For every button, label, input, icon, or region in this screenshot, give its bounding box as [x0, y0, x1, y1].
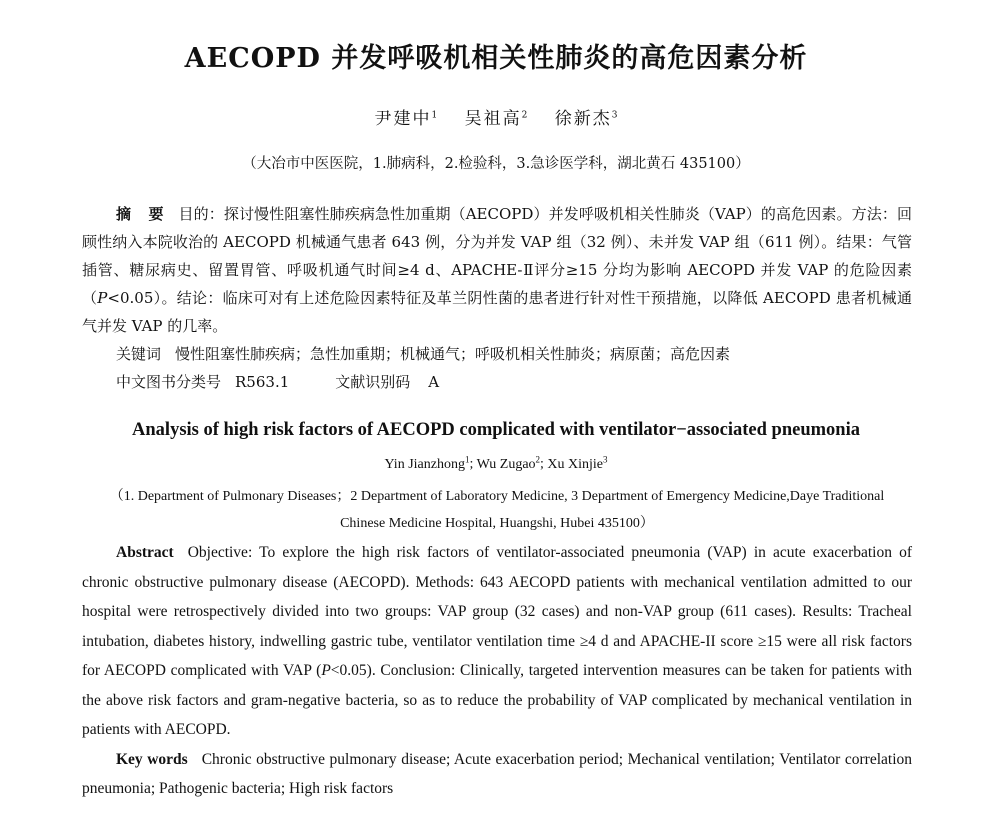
abstract-en-text-2: <0.05). Conclusion: Clinically, targeted intervention measures can be taken for patients with the above risk factors and gram-negative bacteria, so as to reduce the probability of VAP complicated by mechanical ventilation in patients with AECOPD. — [82, 662, 913, 738]
author-name: 尹建中 — [374, 109, 432, 129]
author-cn-2 — [465, 109, 528, 129]
abstract-cn-text-1: 目的：探讨慢性阻塞性肺疾病急性加重期（AECOPD）并发呼吸机相关性肺炎（VAP）的高危因素。方法：回顾性纳入本院收治的 AECOPD 机械通气患者 643 例，分为并发 VAP 组（32 例）、未并发 VAP 组（611 例）。结果：气管插管、糖尿病史、留置胃管、呼吸机通气时间≥4 d、APACHE-Ⅱ评分≥15 分均为影响 AECOPD 并发 VAP 的危险因素（ — [82, 205, 912, 307]
author-en-3 — [547, 454, 608, 472]
affiliation-cn: （大冶市中医医院，1.肺病科，2.检验科，3.急诊医学科，湖北黄石 435100） — [242, 156, 750, 172]
abstract-cn-section — [82, 200, 912, 396]
author-affil-sup: 2 — [521, 110, 528, 121]
author-affil-sup: 1 — [464, 454, 470, 464]
author-affil-sup: 3 — [603, 454, 608, 464]
clc-label: 中文图书分类号 — [116, 373, 222, 391]
paper-title-cn: AECOPD 并发呼吸机相关性肺炎的高危因素分析 — [184, 43, 808, 74]
author-list-cn — [0, 104, 992, 129]
affiliation-en-line-1: （1. Department of Pulmonary Diseases；2 Department of Laboratory Medicine, 3 Department of Emergency Medicine,Daye Traditional — [109, 489, 885, 504]
paper-title-en: Analysis of high risk factors of AECOPD complicated with ventilator−associated pneumonia — [132, 420, 860, 440]
keywords-cn-text: 慢性阻塞性肺疾病；急性加重期；机械通气；呼吸机相关性肺炎；病原菌；高危因素 — [175, 345, 731, 363]
author-list-en: Yin Jianzhong$^1$; Wu Zugao$^2$; Xu Xinjie$^3$ — [384, 454, 608, 472]
keywords-cn-paragraph — [82, 340, 912, 368]
author-name: Wu Zugao — [476, 456, 536, 472]
keywords-en-text: Chronic obstructive pulmonary disease; Acute exacerbation period; Mechanical ventilation; Ventilator correlation pneumonia; Pathogenic bacteria; High risk factors — [82, 750, 912, 797]
author-en-1 — [384, 454, 470, 472]
keywords-cn-label: 关键词 — [116, 345, 162, 363]
affiliation-en — [82, 483, 912, 537]
author-en-2 — [476, 454, 541, 472]
abstract-en-text-1: Objective: To explore the high risk factors of ventilator-associated pneumonia (VAP) in acute exacerbation of chronic obstructive pulmonary disease (AECOPD). Methods: 643 AECOPD patients with mechanical ventilation admitted to our hospital were retrospectively divided into two groups: VAP group (32 cases) and non-VAP group (611 cases). Results: Tracheal intubation, diabetes history, indwelling gastric tube, ventilator ventilation time ≥4 d and APACHE-II score ≥15 were all risk factors for AECOPD complicated with VAP ( — [82, 544, 912, 679]
author-affil-sup: 2 — [535, 454, 541, 464]
author-name: 徐新杰 — [554, 109, 612, 129]
abstract-en-p-symbol: P — [321, 662, 331, 679]
affiliation-en-line-2: Chinese Medicine Hospital, Huangshi, Hubei 435100） — [340, 516, 654, 531]
author-cn-3 — [555, 109, 618, 129]
abstract-cn-label: 摘 要 — [116, 205, 170, 223]
author-affil-sup: 1 — [431, 110, 438, 121]
abstract-en-label: Abstract — [116, 544, 174, 561]
keywords-en-label: Key words — [116, 750, 188, 768]
author-affil-sup: 3 — [611, 110, 618, 121]
author-name: Yin Jianzhong — [384, 456, 465, 472]
abstract-cn-text-2: <0.05）。结论：临床可对有上述危险因素特征及革兰阴性菌的患者进行针对性干预措施，以降低 AECOPD 患者机械通气并发 VAP 的几率。 — [82, 289, 912, 335]
abstract-en-paragraph — [82, 538, 912, 745]
author-name: 吴祖高 — [464, 109, 522, 129]
abstract-en-section — [82, 538, 912, 804]
author-name: Xu Xinjie — [547, 456, 604, 472]
keywords-en-paragraph — [82, 745, 912, 804]
classification-line — [82, 368, 912, 396]
abstract-cn-paragraph — [82, 200, 912, 340]
abstract-cn-p-symbol: P — [97, 289, 108, 307]
clc-code: R563.1 — [235, 373, 290, 391]
doc-code-label: 文献识别码 — [335, 373, 411, 391]
author-cn-1 — [374, 109, 437, 129]
doc-code: A — [428, 373, 440, 391]
